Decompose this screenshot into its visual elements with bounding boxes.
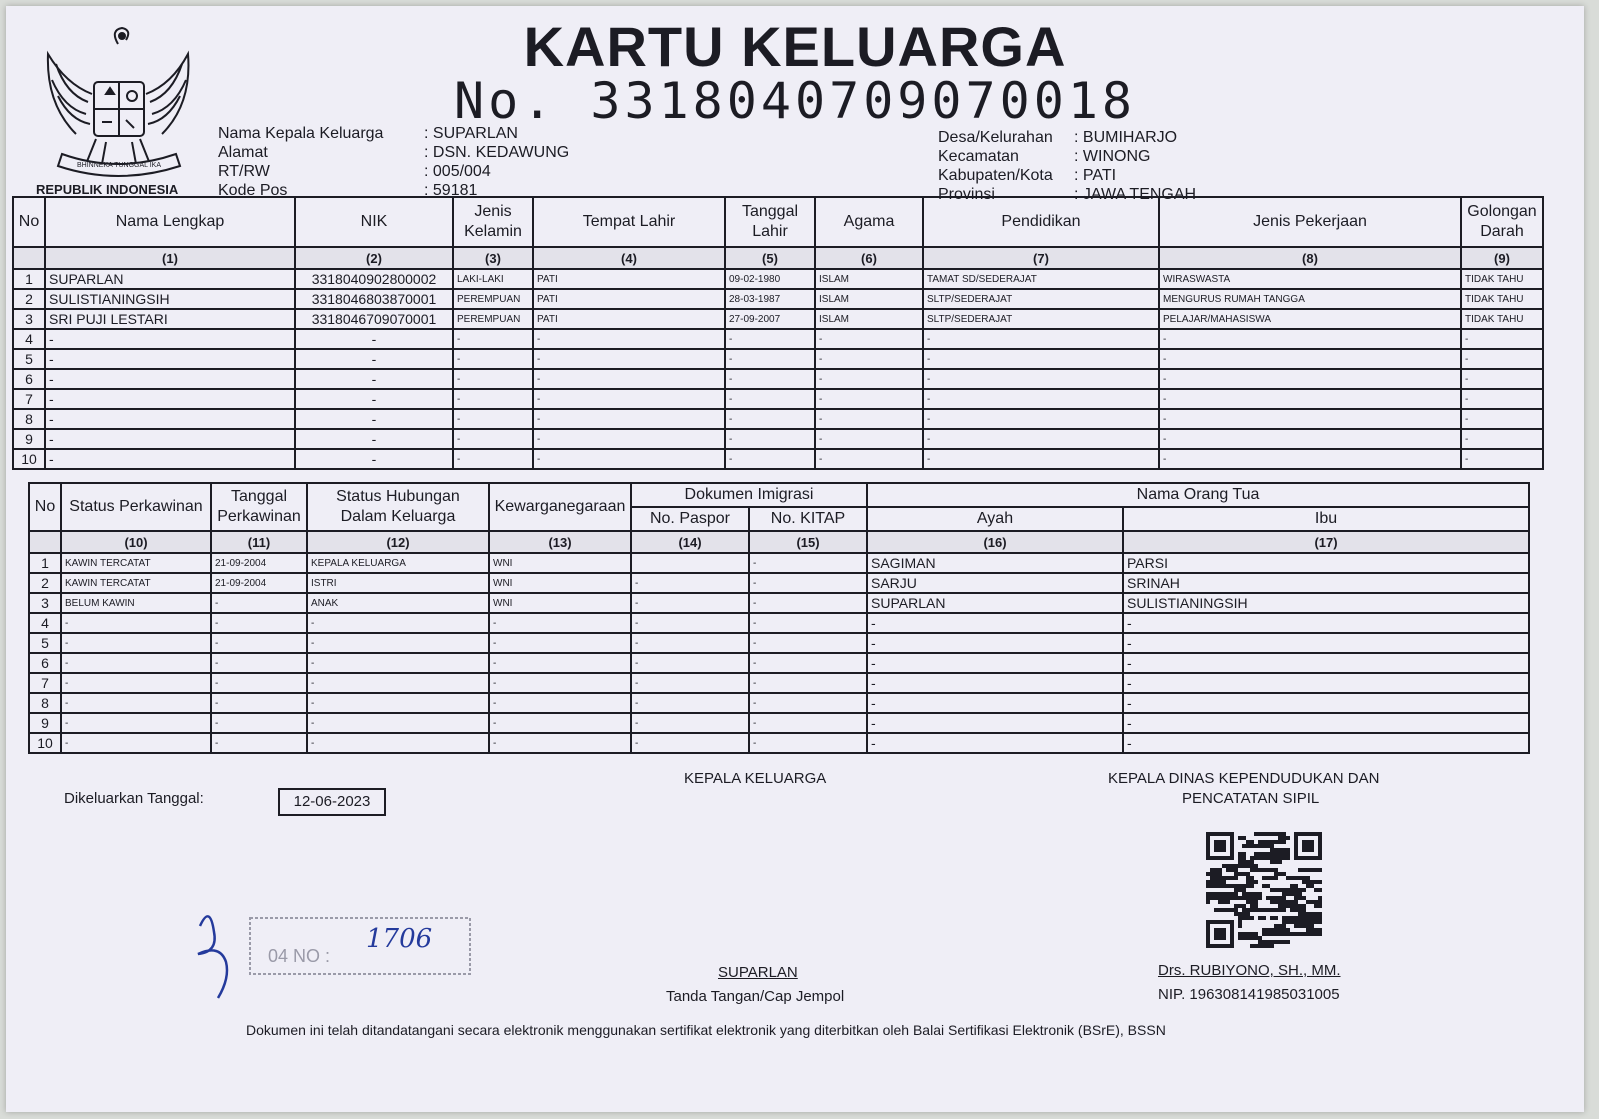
table-cell: - [923,389,1159,409]
table-cell: - [631,673,749,693]
table-cell: 6 [29,653,61,673]
table-cell: WNI [489,553,631,573]
table-row [13,329,1543,349]
table-row [13,409,1543,429]
table-cell: - [533,449,725,469]
table-cell: 3 [13,309,45,329]
table-cell: - [923,449,1159,469]
info-value: : BUMIHARJO [1074,129,1178,146]
table-cell: - [45,409,295,429]
table-cell: - [295,369,453,389]
col-number: (8) [1159,247,1461,269]
table-cell: - [489,693,631,713]
table-cell: - [1461,369,1543,389]
table-row [13,289,1543,309]
family-members-table [12,196,1544,470]
stamp-handwritten-number: 1706 [366,924,433,954]
table-cell: - [453,429,533,449]
table-cell: - [749,573,867,593]
table-row [29,693,1529,713]
table-cell: - [307,713,489,733]
issued-date: 12-06-2023 [278,788,386,816]
table-cell: - [1123,733,1529,753]
table-cell: - [1123,613,1529,633]
table-cell: - [211,733,307,753]
info-value: : WINONG [1074,148,1151,165]
table-cell: - [749,593,867,613]
table-cell: 3318046803870001 [295,289,453,309]
table-cell: - [307,653,489,673]
table-cell: - [489,633,631,653]
col-number: (4) [533,247,725,269]
table-cell: - [923,409,1159,429]
table-cell: - [725,349,815,369]
table-cell: - [1159,449,1461,469]
table-cell: 7 [29,673,61,693]
table-cell: PATI [533,309,725,329]
table-cell: - [489,613,631,633]
col-header-paspor: No. Paspor [631,507,749,531]
table-cell: - [61,613,211,633]
table-cell: - [211,673,307,693]
table-cell: SARJU [867,573,1123,593]
col-number [13,247,45,269]
table-cell: - [923,369,1159,389]
table-cell: - [61,673,211,693]
table-cell: - [45,389,295,409]
table-cell: - [45,429,295,449]
table-cell: - [307,693,489,713]
table-cell: - [1159,349,1461,369]
table-cell: - [1123,653,1529,673]
table-cell: - [867,673,1123,693]
table-cell: - [295,389,453,409]
col-number [29,531,61,553]
info-label: Kode Pos [218,182,288,199]
table-cell: ISLAM [815,269,923,289]
table-cell: SLTP/SEDERAJAT [923,309,1159,329]
table-cell: 21-09-2004 [211,553,307,573]
info-left-labels [218,124,383,200]
col-header: Golongan Darah [1461,197,1543,247]
table-cell: BELUM KAWIN [61,593,211,613]
col-number: (11) [211,531,307,553]
table-cell: - [1159,369,1461,389]
table-cell: PATI [533,289,725,309]
table-cell: - [489,653,631,673]
table-cell: - [815,449,923,469]
office-title-line1: KEPALA DINAS KEPENDUDUKAN DAN [1108,770,1380,787]
col-header-dokumen-imigrasi: Dokumen Imigrasi [631,483,867,507]
table-cell: - [815,409,923,429]
col-number: (3) [453,247,533,269]
col-number: (15) [749,531,867,553]
table-cell: SUPARLAN [45,269,295,289]
table-cell: - [295,349,453,369]
table-cell: KEPALA KELUARGA [307,553,489,573]
table-cell: - [295,409,453,429]
table-cell: - [211,713,307,733]
table-cell: - [1461,409,1543,429]
table-cell: SRI PUJI LESTARI [45,309,295,329]
table-row [13,369,1543,389]
table-cell: - [1123,693,1529,713]
col-number: (7) [923,247,1159,269]
table-cell: - [631,613,749,633]
table-row [13,449,1543,469]
stamp-prefix: 04 NO : [268,946,331,966]
table-cell: - [211,593,307,613]
table-cell: - [815,349,923,369]
info-value: : 59181 [424,182,478,199]
table-row [29,593,1529,613]
table-cell: - [211,653,307,673]
table-cell: - [631,713,749,733]
table-row [29,673,1529,693]
table-cell: - [453,449,533,469]
table-row [13,349,1543,369]
col-header-hubungan: Status Hubungan Dalam Keluarga [307,483,489,531]
registration-stamp [186,906,476,1006]
table-cell: - [1461,389,1543,409]
table-cell: WNI [489,573,631,593]
table-row [29,733,1529,753]
table-cell: - [453,389,533,409]
table-cell: - [61,693,211,713]
table-cell: - [1159,429,1461,449]
emblem-motto: BHINNEKA TUNGGAL IKA [76,162,162,169]
table-row [29,653,1529,673]
table-cell: - [307,613,489,633]
info-right-labels [938,128,1053,204]
table-cell: - [1123,713,1529,733]
table-cell: - [923,329,1159,349]
col-header: Tempat Lahir [533,197,725,247]
table-cell: - [815,329,923,349]
table-row [13,389,1543,409]
col-header: Tanggal Lahir [725,197,815,247]
table-row [13,269,1543,289]
col-header: Agama [815,197,923,247]
col-header: No [13,197,45,247]
col-number: (6) [815,247,923,269]
table-cell: - [725,449,815,469]
electronic-signature-disclaimer: Dokumen ini telah ditandatangani secara elektronik menggunakan sertifikat elektronik yang diterbitkan oleh Balai Sertifikasi Elektronik (BSrE), BSSN [246,1022,1166,1038]
table-cell: - [533,349,725,369]
table-cell: - [749,653,867,673]
table-cell: 4 [29,613,61,633]
table-cell: - [749,733,867,753]
table-cell: - [1123,633,1529,653]
info-value: : DSN. KEDAWUNG [424,144,570,161]
table-cell: - [725,329,815,349]
table-cell: - [61,633,211,653]
table-cell: 3 [29,593,61,613]
table-cell: - [45,369,295,389]
table-cell: WNI [489,593,631,613]
col-number: (2) [295,247,453,269]
table-row [29,553,1529,573]
table-cell: - [631,653,749,673]
table-cell: - [533,429,725,449]
table-cell: - [867,693,1123,713]
official-nip: NIP. 196308141985031005 [1158,986,1340,1003]
col-header: Nama Lengkap [45,197,295,247]
col-number: (9) [1461,247,1543,269]
emblem-caption: REPUBLIK INDONESIA [36,182,179,197]
issued-label: Dikeluarkan Tanggal: [64,790,204,807]
office-title-line2: PENCATATAN SIPIL [1182,790,1320,807]
table-cell: KAWIN TERCATAT [61,573,211,593]
table-cell: PEREMPUAN [453,289,533,309]
official-name: Drs. RUBIYONO, SH., MM. [1158,962,1341,979]
table-cell: SLTP/SEDERAJAT [923,289,1159,309]
table-cell: - [533,389,725,409]
table-cell [631,553,749,573]
col-number: (12) [307,531,489,553]
table-cell: - [631,573,749,593]
table-cell: 5 [13,349,45,369]
table-cell: - [749,693,867,713]
table-cell: - [867,653,1123,673]
info-label: Provinsi [938,186,995,203]
table-cell: - [725,409,815,429]
table-cell: TIDAK TAHU [1461,269,1543,289]
info-label: Nama Kepala Keluarga [218,125,384,142]
table-cell: SULISTIANINGSIH [45,289,295,309]
table-cell: - [1159,389,1461,409]
table-cell: ISLAM [815,289,923,309]
col-header-kitap: No. KITAP [749,507,867,531]
table-cell: - [1159,409,1461,429]
info-right-values [1074,128,1196,204]
table-cell: - [631,593,749,613]
head-name: SUPARLAN [718,964,798,981]
table-cell: - [725,429,815,449]
table-cell: 9 [29,713,61,733]
table-cell: 3318046709070001 [295,309,453,329]
table-cell: SRINAH [1123,573,1529,593]
table-cell: TIDAK TAHU [1461,309,1543,329]
col-number: (10) [61,531,211,553]
col-header-tanggal-perkawinan: Tanggal Perkawinan [211,483,307,531]
table-cell: - [533,409,725,429]
table-cell: - [631,633,749,653]
table-cell: PATI [533,269,725,289]
table-cell: - [867,713,1123,733]
col-header-kewarganegaraan: Kewarganegaraan [489,483,631,531]
table-cell: 2 [13,289,45,309]
table-cell: - [307,633,489,653]
info-label: Kecamatan [938,148,1019,165]
col-header: Jenis Kelamin [453,197,533,247]
table-cell: 8 [29,693,61,713]
table-cell: - [61,733,211,753]
table-row [13,309,1543,329]
table-cell: 3318040902800002 [295,269,453,289]
table-cell: - [815,369,923,389]
table-cell: - [45,449,295,469]
table-row [29,613,1529,633]
table-cell: - [923,349,1159,369]
table-cell: 6 [13,369,45,389]
table-cell: TAMAT SD/SEDERAJAT [923,269,1159,289]
table-cell: - [1461,449,1543,469]
marital-parents-table [28,482,1530,754]
table-cell: 10 [13,449,45,469]
table-cell: - [295,449,453,469]
qr-code-icon [1204,832,1324,948]
table-cell: - [1159,329,1461,349]
table-cell: - [867,633,1123,653]
table-cell: - [749,553,867,573]
table-cell: SAGIMAN [867,553,1123,573]
table-cell: - [211,633,307,653]
table-cell: MENGURUS RUMAH TANGGA [1159,289,1461,309]
table-cell: - [45,349,295,369]
table-cell: 5 [29,633,61,653]
table-cell: - [453,369,533,389]
table-cell: KAWIN TERCATAT [61,553,211,573]
table-cell: - [211,613,307,633]
table-cell: - [749,673,867,693]
head-title: KEPALA KELUARGA [684,770,827,787]
table-cell: - [1461,349,1543,369]
table-cell: - [211,693,307,713]
table-cell: - [631,733,749,753]
info-label: RT/RW [218,163,270,180]
table-cell: - [923,429,1159,449]
info-label: Alamat [218,144,268,161]
table-cell: - [1461,329,1543,349]
table-cell: PEREMPUAN [453,309,533,329]
table-cell: 09-02-1980 [725,269,815,289]
table-cell: 8 [13,409,45,429]
table-cell: 28-03-1987 [725,289,815,309]
table-cell: 4 [13,329,45,349]
table-cell: 1 [29,553,61,573]
table-cell: - [749,613,867,633]
table-row [29,573,1529,593]
table-row [29,633,1529,653]
table-cell: - [489,733,631,753]
table-cell: PELAJAR/MAHASISWA [1159,309,1461,329]
info-value: : PATI [1074,167,1117,184]
info-value: : SUPARLAN [424,125,518,142]
table-cell: - [45,329,295,349]
table-cell: 7 [13,389,45,409]
document-number: No. 3318040709070018 [453,72,1137,130]
col-number: (5) [725,247,815,269]
col-header-ayah: Ayah [867,507,1123,531]
table-cell: - [453,349,533,369]
table-cell: 2 [29,573,61,593]
info-label: Kabupaten/Kota [938,167,1053,184]
info-value: : JAWA TENGAH [1074,186,1197,203]
table-row [13,429,1543,449]
table-cell: - [489,673,631,693]
table-cell: 1 [13,269,45,289]
head-sign-caption: Tanda Tangan/Cap Jempol [666,988,845,1005]
table-cell: ISLAM [815,309,923,329]
table-cell: - [1123,673,1529,693]
info-label: Desa/Kelurahan [938,129,1053,146]
table-cell: - [815,389,923,409]
table-cell: 9 [13,429,45,449]
col-header-ibu: Ibu [1123,507,1529,531]
table-cell: - [295,329,453,349]
info-value: : 005/004 [424,163,491,180]
col-number: (17) [1123,531,1529,553]
table-cell: - [307,673,489,693]
col-header: Pendidikan [923,197,1159,247]
document-sheet [6,6,1584,1112]
col-header-nama-orang-tua: Nama Orang Tua [867,483,1529,507]
table-cell: 27-09-2007 [725,309,815,329]
table-cell: - [725,389,815,409]
col-number: (1) [45,247,295,269]
table-cell: SULISTIANINGSIH [1123,593,1529,613]
col-number: (14) [631,531,749,553]
table-cell: - [815,429,923,449]
table-cell: - [867,733,1123,753]
table-cell: - [295,429,453,449]
col-header-no: No [29,483,61,531]
table-cell: - [725,369,815,389]
table-cell: TIDAK TAHU [1461,289,1543,309]
table-cell: PARSI [1123,553,1529,573]
col-header: NIK [295,197,453,247]
table-cell: WIRASWASTA [1159,269,1461,289]
table-cell: ISTRI [307,573,489,593]
table-cell: 10 [29,733,61,753]
col-number: (16) [867,531,1123,553]
col-number: (13) [489,531,631,553]
table-cell: - [1461,429,1543,449]
table-cell: - [307,733,489,753]
table-cell: - [533,329,725,349]
table-cell: ANAK [307,593,489,613]
table-cell: - [61,713,211,733]
info-left-values [424,124,569,200]
col-header-status-perkawinan: Status Perkawinan [61,483,211,531]
col-header: Jenis Pekerjaan [1159,197,1461,247]
table-row [29,713,1529,733]
table-cell: - [631,693,749,713]
table-cell: - [867,613,1123,633]
table-cell: - [61,653,211,673]
table-cell: LAKI-LAKI [453,269,533,289]
table-cell: - [533,369,725,389]
table-cell: 21-09-2004 [211,573,307,593]
table-cell: - [453,409,533,429]
table-cell: - [453,329,533,349]
document-title: KARTU KELUARGA [523,15,1067,78]
table-cell: SUPARLAN [867,593,1123,613]
table-cell: - [489,713,631,733]
table-cell: - [749,713,867,733]
table-cell: - [749,633,867,653]
handwritten-signature-icon [198,916,227,998]
